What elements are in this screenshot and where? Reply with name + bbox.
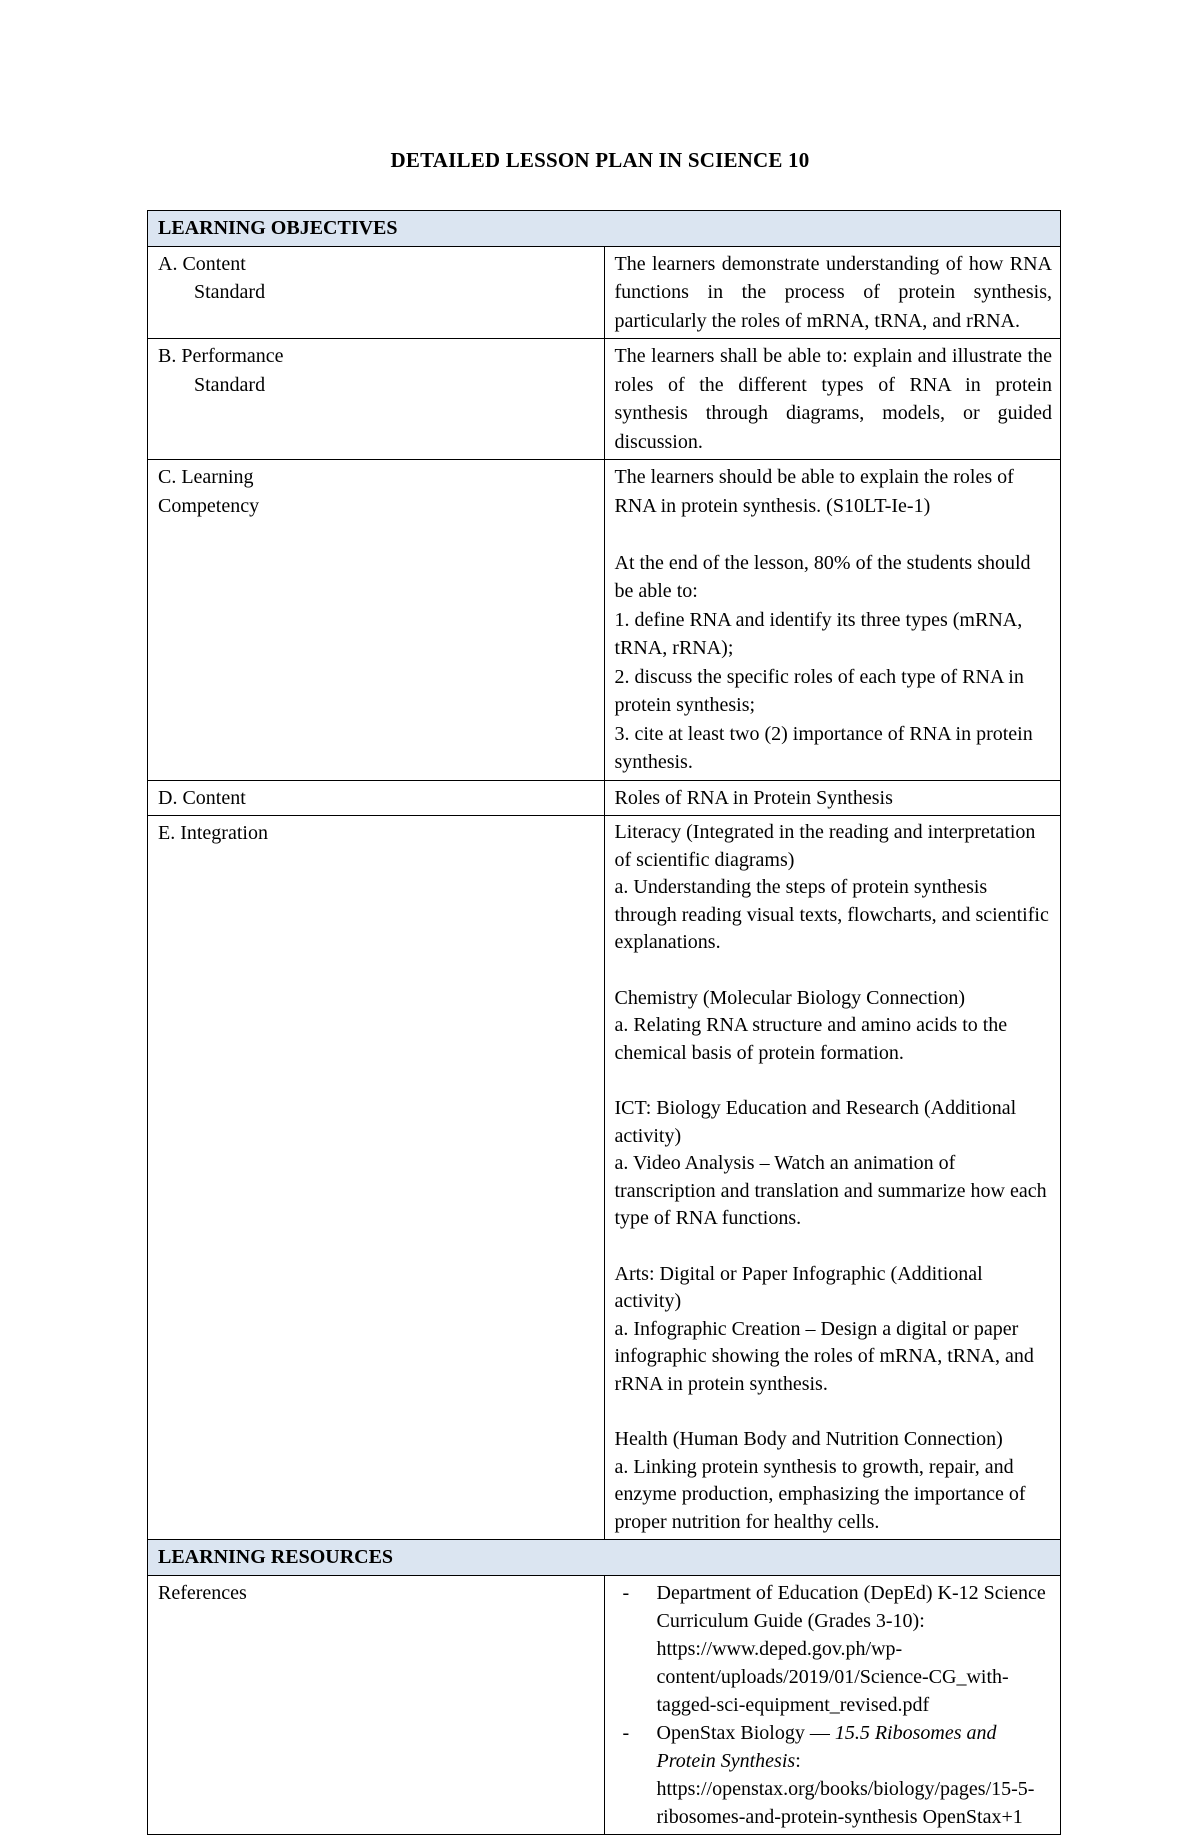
performance-standard-label-line1: B. Performance [158, 345, 284, 367]
references-label: References [148, 1575, 605, 1834]
integration-detail: a. Linking protein synthesis to growth, repair, and enzyme production, emphasizing the importance of proper nutrition for healthy cells. [614, 1455, 1026, 1533]
learning-competency-text: The learners should be able to explain the roles of RNA in protein synthesis. (S10LT-Ie-1) [614, 466, 1014, 517]
performance-standard-row [148, 339, 1061, 460]
objectives-header: LEARNING OBJECTIVES [148, 211, 1061, 247]
content-standard-row [148, 246, 1061, 339]
resources-header: LEARNING RESOURCES [148, 1540, 1061, 1576]
objectives-header-row [148, 211, 1061, 247]
integration-detail: a. Infographic Creation – Design a digital or paper infographic showing the roles of mRNA, tRNA, and rRNA in protein synthesis. [614, 1317, 1034, 1395]
integration-detail: a. Relating RNA structure and amino acids to the chemical basis of protein formation. [614, 1014, 1008, 1064]
reference-item [615, 1579, 1053, 1719]
performance-standard-text: The learners shall be able to: explain and illustrate the roles of the different types of RNA in protein synthesis through diagrams, models, or guided discussion. [604, 339, 1061, 460]
integration-label: E. Integration [148, 816, 605, 1540]
learning-competency-row [148, 460, 1061, 781]
reference-item [615, 1719, 1053, 1831]
content-row [148, 780, 1061, 816]
reference-suffix: : https://openstax.org/books/biology/pages/15-5-ribosomes-and-protein-synthesis OpenStax+1 [656, 1749, 1035, 1828]
content-text: Roles of RNA in Protein Synthesis [604, 780, 1061, 816]
content-standard-label-line1: A. Content [158, 252, 246, 275]
learning-competency-label [148, 460, 605, 781]
learning-competency-content [604, 460, 1061, 781]
dash-bullet: - [622, 1721, 630, 1744]
reference-prefix: OpenStax Biology — [656, 1721, 835, 1744]
integration-heading: Health (Human Body and Nutrition Connection) [614, 1428, 1003, 1450]
integration-heading: Arts: Digital or Paper Infographic (Additional activity) [614, 1262, 983, 1312]
content-standard-text: The learners demonstrate understanding of how RNA functions in the process of protein synthesis, particularly the roles of mRNA, tRNA, and rRNA. [604, 246, 1061, 339]
references-content [604, 1575, 1061, 1834]
integration-detail: a. Video Analysis – Watch an animation of transcription and translation and summarize how each type of RNA functions. [614, 1152, 1047, 1229]
reference-text: Department of Education (DepEd) K-12 Science Curriculum Guide (Grades 3-10): https://www.deped.gov.ph/wp-content/uploads/2019/01/Science-CG_with-tagged-sci-equipment_revised.pdf [656, 1581, 1046, 1716]
reference-italic-title: 15.5 Ribosomes and Protein Synthesis [656, 1721, 997, 1772]
integration-heading: Literacy (Integrated in the reading and interpretation of scientific diagrams) [614, 821, 1036, 871]
dash-bullet: - [622, 1581, 630, 1604]
integration-heading: ICT: Biology Education and Research (Additional activity) [614, 1097, 1017, 1147]
integration-content [604, 816, 1061, 1540]
references-row [148, 1575, 1061, 1834]
performance-standard-label [148, 339, 605, 460]
integration-row [148, 816, 1061, 1540]
content-label: D. Content [148, 780, 605, 816]
integration-heading: Chemistry (Molecular Biology Connection) [614, 986, 965, 1009]
content-standard-label [148, 246, 605, 339]
performance-standard-label-line2: Standard [194, 373, 266, 396]
resources-header-row [148, 1540, 1061, 1576]
objectives-intro: At the end of the lesson, 80% of the students should be able to: [614, 551, 1031, 602]
learning-competency-label-line1: C. Learning [158, 466, 254, 488]
lesson-plan-table [147, 210, 1061, 1835]
learning-competency-label-line2: Competency [158, 494, 260, 517]
page-title: DETAILED LESSON PLAN IN SCIENCE 10 [390, 148, 810, 172]
integration-detail: a. Understanding the steps of protein synthesis through reading visual texts, flowcharts, and scientific explanations. [614, 876, 1049, 953]
content-standard-label-line2: Standard [194, 281, 266, 303]
objective-item: 2. discuss the specific roles of each type of RNA in protein synthesis; [614, 665, 1024, 716]
objective-item: 3. cite at least two (2) importance of RNA in protein synthesis. [614, 722, 1033, 773]
objective-item: 1. define RNA and identify its three types (mRNA, tRNA, rRNA); [614, 608, 1023, 659]
references-list [615, 1579, 1053, 1831]
